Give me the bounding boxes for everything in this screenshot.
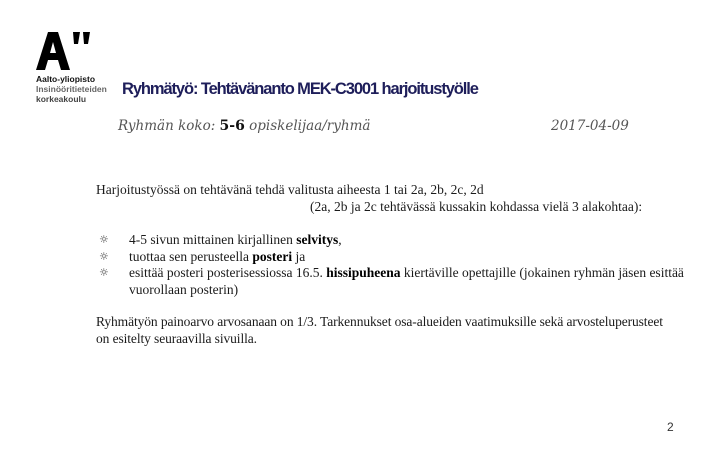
weight-line-2: on esitelty seuraavilla sivuilla. — [96, 331, 257, 346]
group-size-value: 5-6 — [219, 118, 245, 134]
bullet-text: , — [338, 232, 342, 247]
logo-line-3: korkeakoulu — [36, 94, 87, 104]
bullet-text: kiertäville opettajille (jokainen ryhmän jäsen esittää vuorollaan posterin) — [129, 265, 684, 297]
sun-bullet-icon: ☼ — [99, 249, 109, 263]
sun-bullet-icon: ☼ — [99, 233, 109, 246]
bullet-emphasis: posteri — [252, 248, 293, 264]
bullet-text: tuottaa sen perusteella — [129, 248, 253, 264]
bullet-list — [96, 232, 696, 298]
logo-text — [36, 74, 107, 104]
intro-line-2: (2a, 2b ja 2c tehtävässä kussakin kohdassa vielä 3 alakohtaa): — [310, 199, 643, 214]
intro-line-1: Harjoitustyössä on tehtävänä tehdä valitusta aiheesta 1 tai 2a, 2b, 2c, 2d — [96, 182, 484, 197]
page-number: 2 — [667, 420, 674, 434]
bullet-text: esittää posteri posterisessiossa 16.5. — [129, 265, 327, 280]
aalto-logo — [34, 30, 114, 120]
list-item — [96, 265, 696, 298]
group-size-unit: opiskelijaa/ryhmä — [249, 118, 371, 134]
bullet-text: 4-5 sivun mittainen kirjallinen — [129, 232, 297, 247]
bullet-text: ja — [292, 248, 306, 264]
aalto-logo-mark — [34, 30, 94, 72]
group-size-label: Ryhmän koko: — [118, 118, 216, 134]
sun-bullet-icon: ☼ — [99, 266, 109, 279]
bullet-emphasis: selvitys — [296, 232, 339, 247]
list-item — [96, 249, 696, 266]
weight-line-1: Ryhmätyön painoarvo arvosanaan on 1/3. Tarkennukset osa-alueiden vaatimuksille sekä arvosteluperusteet — [96, 314, 663, 329]
slide-date: 2017-04-09 — [551, 118, 629, 134]
grading-weight-paragraph — [96, 313, 706, 347]
logo-line-1: Aalto-yliopisto — [36, 74, 96, 84]
slide-title: Ryhmätyö: Tehtävänanto MEK-C3001 harjoitustyölle — [122, 80, 478, 98]
group-size — [118, 118, 370, 134]
logo-line-2: Insinööritieteiden — [36, 84, 107, 94]
bullet-emphasis: hissipuheena — [326, 265, 401, 280]
list-item — [96, 232, 696, 249]
